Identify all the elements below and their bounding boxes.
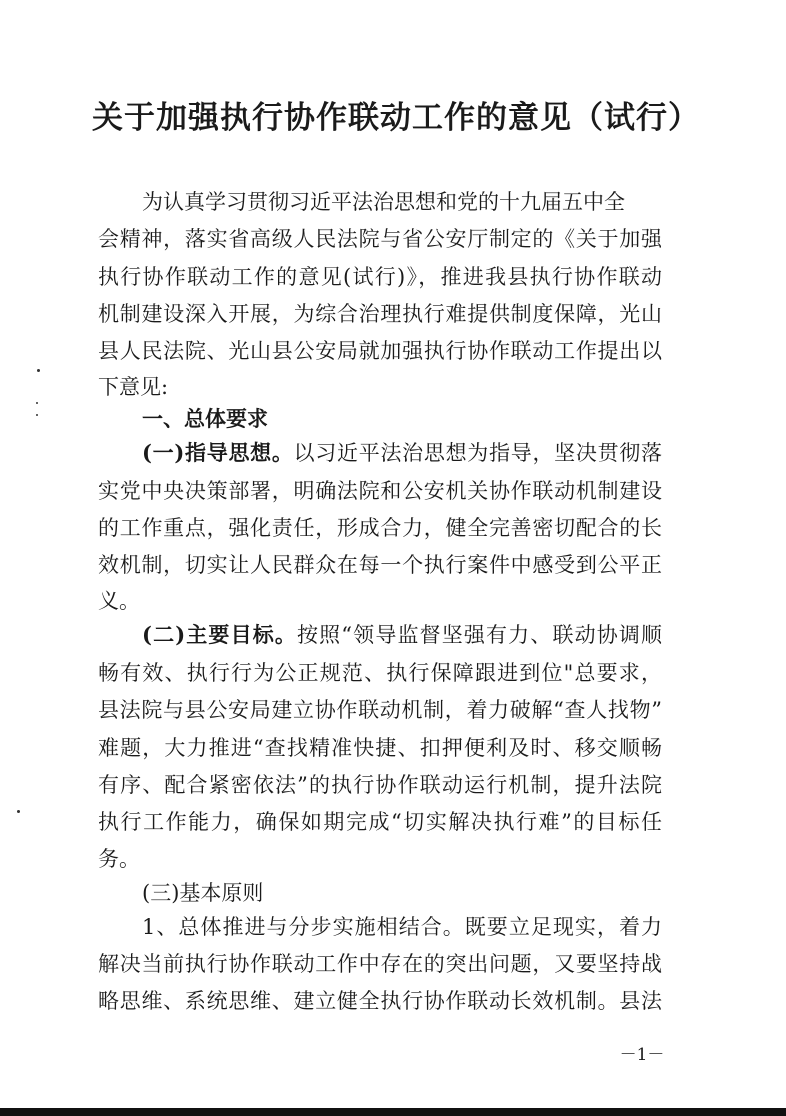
line-text: 畅有效、执行行为公正规范、执行保障跟进到位"总要求，	[98, 661, 662, 685]
line-text: 下意见:	[98, 375, 169, 399]
line-text: 实党中央决策部署，明确法院和公安机关协作联动机制建设	[98, 479, 662, 503]
section-heading	[142, 404, 268, 434]
line-text: 县人民法院、光山县公安局就加强执行协作联动工作提出以	[98, 339, 662, 363]
body-line	[98, 224, 662, 254]
body-line	[142, 438, 662, 468]
line-text: 有序、配合紧密依法”的执行协作联动运行机制，提升法院	[98, 773, 662, 797]
line-text: 以习近平法治思想为指导，坚决贯彻落	[293, 441, 663, 465]
scan-speck	[36, 414, 38, 416]
line-text: 义。	[98, 589, 140, 613]
body-line	[98, 986, 662, 1016]
line-text: 解决当前执行协作联动工作中存在的突出问题，又要坚持战	[98, 952, 662, 976]
body-line	[98, 372, 168, 402]
line-text: 1、总体推进与分步实施相结合。既要立足现实，着力	[142, 915, 662, 939]
scan-speck	[37, 369, 40, 372]
body-line	[98, 513, 662, 543]
scan-speck	[36, 402, 38, 404]
line-text: 县法院与县公安局建立协作联动机制，着力破解“查人找物”	[98, 698, 662, 722]
body-line	[98, 586, 140, 616]
document-title: 关于加强执行协作联动工作的意见（试行）	[92, 100, 700, 136]
body-line	[98, 550, 662, 580]
subsection-heading	[142, 878, 263, 908]
line-text: 执行工作能力，确保如期完成“切实解决执行难”的目标任	[98, 810, 662, 834]
body-line	[142, 912, 662, 942]
line-text: 会精神，落实省高级人民法院与省公安厅制定的《关于加强	[98, 227, 662, 251]
body-line	[142, 620, 662, 650]
line-text: 为认真学习贯彻习近平法治思想和党的十九届五中全	[142, 190, 625, 214]
line-text: 务。	[98, 847, 140, 871]
body-line	[98, 807, 662, 837]
body-line	[98, 949, 662, 979]
page-number: －1－	[619, 1045, 665, 1065]
heading-text: 一、总体要求	[142, 406, 268, 431]
heading-text: (三)基本原则	[142, 881, 264, 905]
body-line	[98, 733, 662, 763]
scan-speck	[17, 810, 20, 813]
body-line	[98, 299, 662, 329]
body-line	[98, 770, 662, 800]
line-text: 执行协作联动工作的意见(试行)》，推进我县执行协作联动	[98, 265, 662, 289]
line-text: 的工作重点，强化责任，形成合力，健全完善密切配合的长	[98, 516, 662, 540]
body-line	[142, 187, 662, 217]
line-text: 机制建设深入开展，为综合治理执行难提供制度保障，光山	[98, 302, 662, 326]
subsection-lead: (二)主要目标。	[142, 622, 298, 647]
body-line	[98, 695, 662, 725]
subsection-lead: (一)指导思想。	[142, 440, 294, 465]
scan-edge-bar	[0, 1108, 786, 1116]
body-line	[98, 658, 662, 688]
body-line	[98, 336, 662, 366]
body-line	[98, 844, 140, 874]
line-text: 效机制，切实让人民群众在每一个执行案件中感受到公平正	[98, 553, 662, 577]
line-text: 略思维、系统思维、建立健全执行协作联动长效机制。县法	[98, 989, 662, 1013]
line-text: 按照“领导监督坚强有力、联动协调顺	[297, 623, 663, 647]
body-line	[98, 476, 662, 506]
body-line	[98, 262, 662, 292]
line-text: 难题，大力推进“查找精准快捷、扣押便利及时、移交顺畅	[98, 736, 662, 760]
